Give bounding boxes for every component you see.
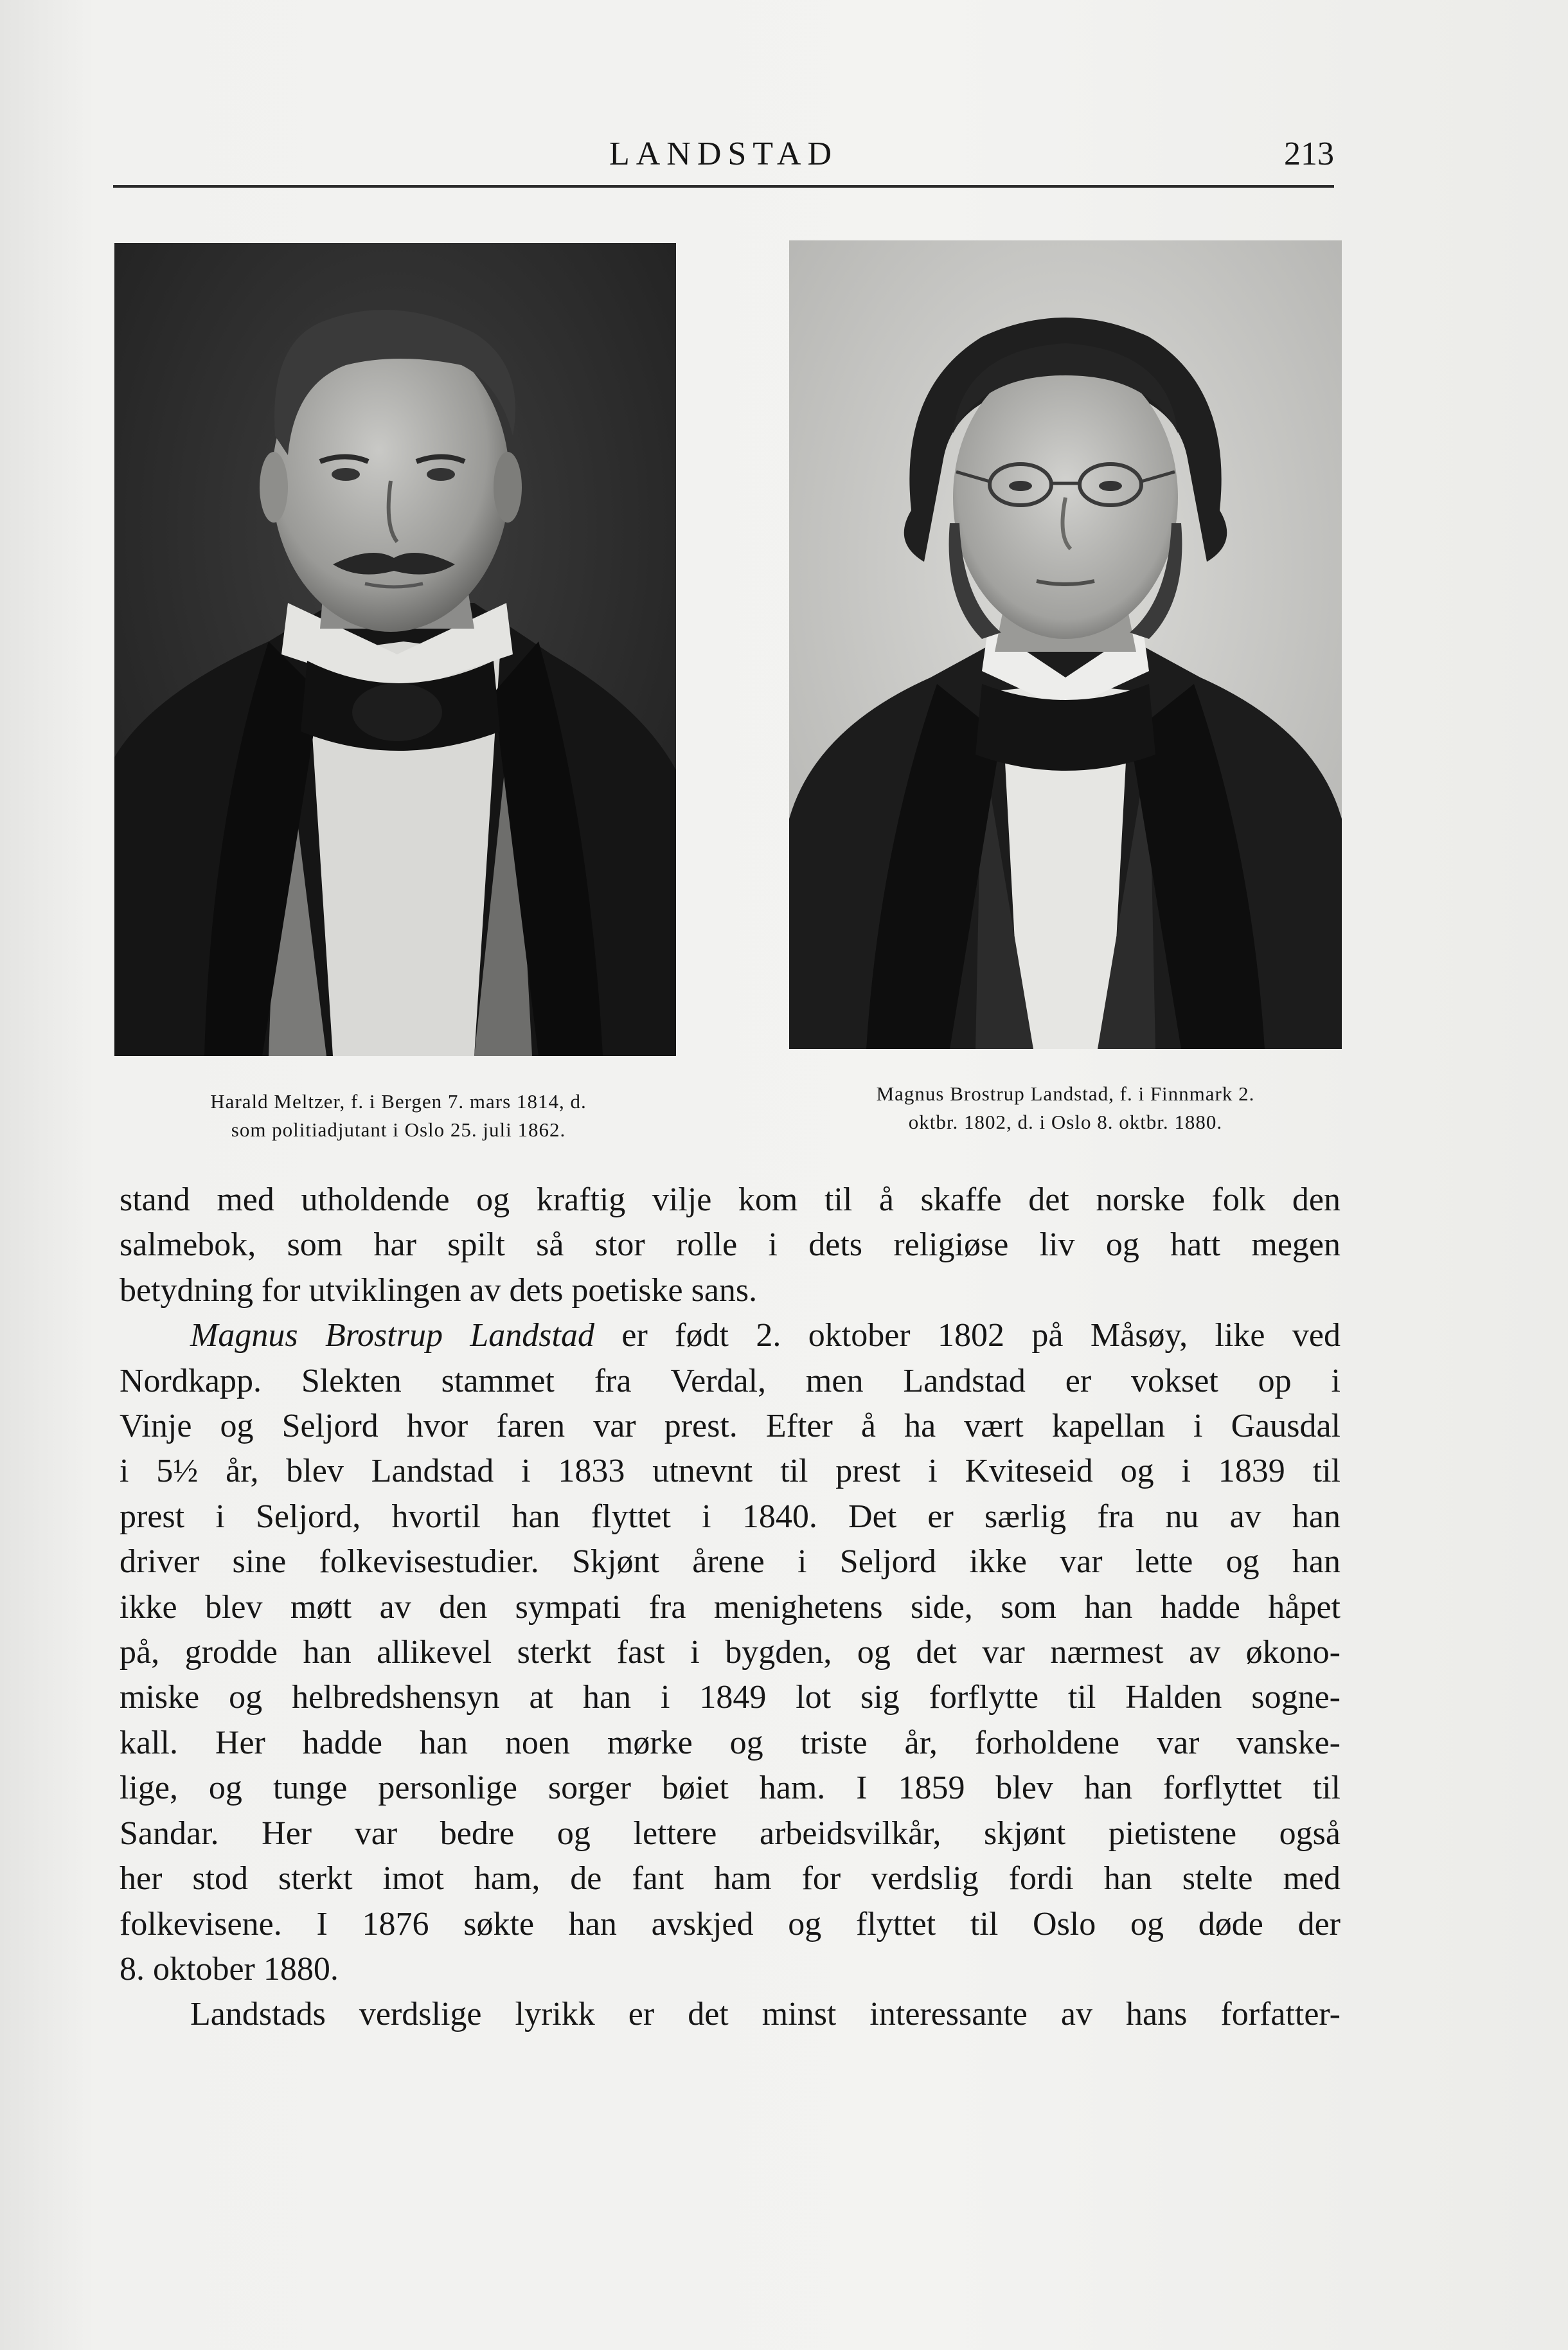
portrait-harald-meltzer (114, 243, 676, 1056)
running-head (113, 135, 1334, 180)
caption-line: Harald Meltzer, f. i Bergen 7. mars 1814, d. (210, 1090, 587, 1113)
text-line: Landstads verdslige lyrikk er det minst interessante av hans forfatter- (190, 1996, 1341, 2033)
text-line: 8. oktober 1880. (120, 1950, 339, 1987)
text-line: prest i Seljord, hvortil han flyttet i 1840. Det er særlig fra nu av han (120, 1498, 1341, 1535)
text-line: betydning for utviklingen av dets poetiske sans. (120, 1271, 758, 1309)
caption-line: Magnus Brostrup Landstad, f. i Finnmark 2. (876, 1082, 1255, 1105)
running-title: LANDSTAD (609, 136, 839, 172)
text-line: Nordkapp. Slekten stammet fra Verdal, men Landstad er vokset op i (120, 1362, 1341, 1399)
text-line: Vinje og Seljord hvor faren var prest. Efter å ha vært kapellan i Gausdal (120, 1408, 1341, 1445)
text-line: lige, og tunge personlige sorger bøiet ham. I 1859 blev han forflyttet til (120, 1770, 1341, 1807)
body-text (120, 1178, 1341, 2038)
text-line: miske og helbredshensyn at han i 1849 lot sig forflytte til Halden sogne- (120, 1679, 1341, 1716)
page-number: 213 (1284, 136, 1334, 172)
portrait-magnus-brostrup-landstad (789, 240, 1342, 1049)
header-rule (113, 185, 1334, 188)
portrait-engraving (789, 240, 1342, 1049)
text-line: salmebok, som har spilt så stor rolle i dets religiøse liv og hatt megen (120, 1226, 1341, 1264)
text-line: i 5½ år, blev Landstad i 1833 utnevnt til prest i Kviteseid og i 1839 til (120, 1453, 1341, 1490)
text-line: ikke blev møtt av den sympati fra menighetens side, som han hadde håpet (120, 1588, 1341, 1626)
text-fragment: er født 2. oktober 1802 på Måsøy, like ved (594, 1317, 1341, 1354)
caption-line: oktbr. 1802, d. i Oslo 8. oktbr. 1880. (908, 1111, 1223, 1133)
text-line (120, 1313, 1341, 1358)
person-name: Magnus Brostrup Landstad (190, 1317, 594, 1354)
text-line: stand med utholdende og kraftig vilje kom til å skaffe det norske folk den (120, 1181, 1341, 1218)
portrait-photo (114, 243, 676, 1056)
text-line: Sandar. Her var bedre og lettere arbeidsvilkår, skjønt pietistene også (120, 1815, 1341, 1852)
text-line: folkevisene. I 1876 søkte han avskjed og flyttet til Oslo og døde der (120, 1905, 1341, 1942)
text-line: på, grodde han allikevel sterkt fast i bygden, og det var nærmest av økono- (120, 1634, 1341, 1671)
caption-line: som politiadjutant i Oslo 25. juli 1862. (231, 1118, 566, 1141)
text-line: driver sine folkevisestudier. Skjønt årene i Seljord ikke var lette og han (120, 1543, 1341, 1581)
figure-caption-meltzer (109, 1088, 688, 1144)
figure-caption-landstad (776, 1080, 1355, 1136)
text-line: her stod sterkt imot ham, de fant ham for verdslig fordi han stelte med (120, 1860, 1341, 1897)
text-line: kall. Her hadde han noen mørke og triste år, forholdene var vanske- (120, 1724, 1341, 1761)
